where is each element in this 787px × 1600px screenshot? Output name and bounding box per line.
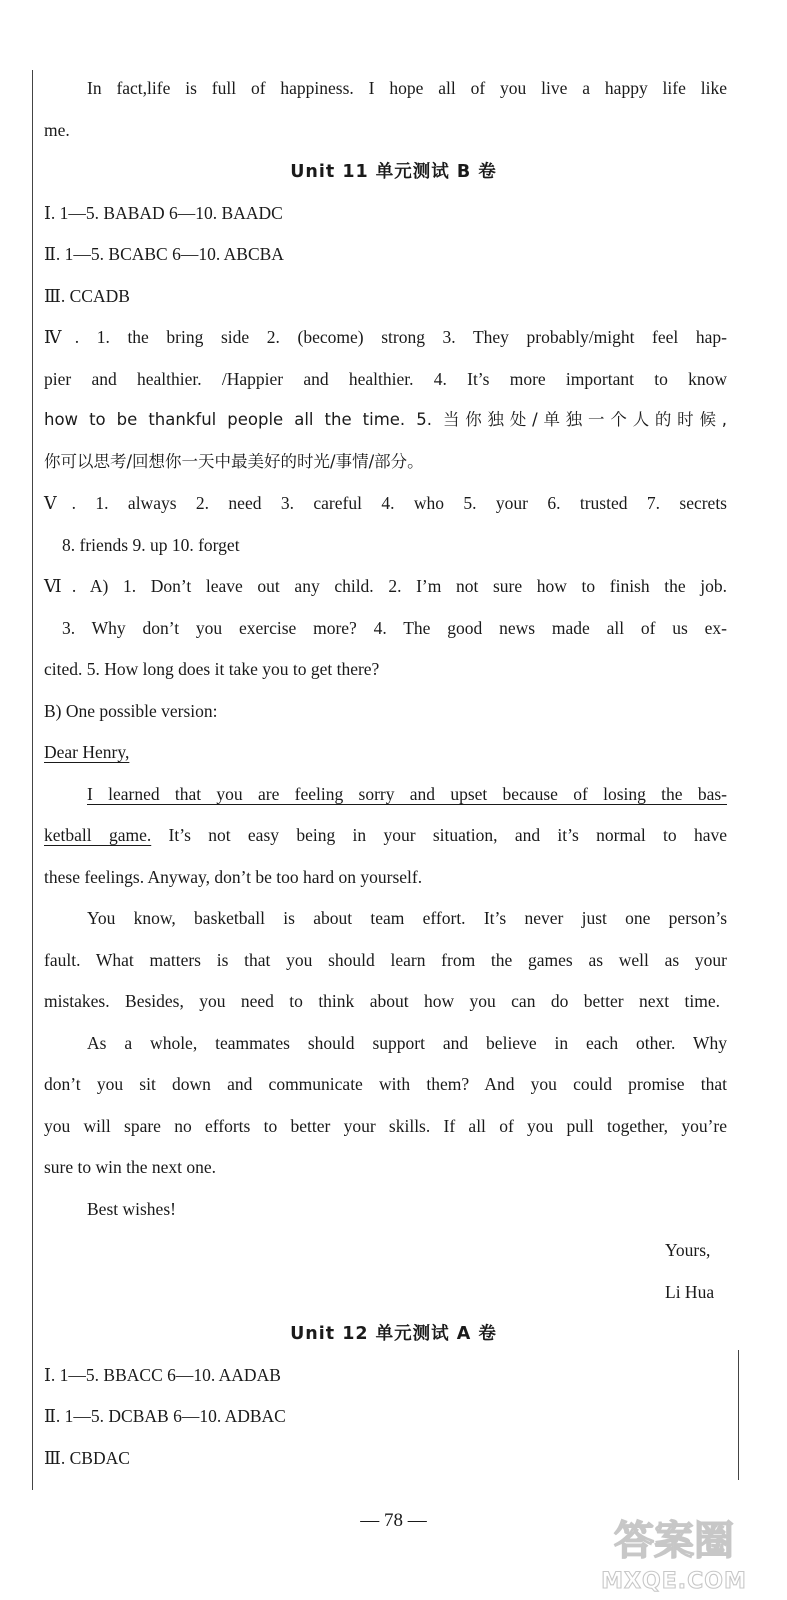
left-margin-rule	[32, 70, 33, 1490]
unit11-section-5-line-2: 8. friends 9. up 10. forget	[62, 535, 240, 555]
letter-greeting: Dear Henry,	[44, 742, 130, 762]
letter-p1-line-3: these feelings. Anyway, don’t be too hard on yourself.	[44, 867, 423, 887]
unit11-section-2: Ⅱ. 1—5. BCABC 6—10. ABCBA	[44, 244, 284, 264]
letter-p3-line-1: As a whole, teammates should support and believe in each other. Why	[87, 1033, 727, 1053]
letter-p3-line-2: don’t you sit down and communicate with them? And you could promise that	[44, 1074, 727, 1094]
letter-p3-line-3: you will spare no efforts to better your skills. If all of you pull together, you’re	[44, 1116, 727, 1136]
intro-line-1: In fact,life is full of happiness. I hope all of you live a happy life like	[87, 78, 727, 98]
letter-p2-line-3: mistakes. Besides, you need to think about how you can do better next time.	[44, 991, 720, 1011]
unit11-section-5-line-1: Ⅴ. 1. always 2. need 3. careful 4. who 5. your 6. trusted 7. secrets	[44, 493, 727, 513]
letter-signature: Li Hua	[665, 1282, 715, 1302]
letter-p1-rest: It’s not easy being in your situation, and it’s normal to have	[151, 825, 727, 845]
unit11-section-6-line-4: B) One possible version:	[44, 701, 218, 721]
watermark-small-text: MXQE.COM	[601, 1569, 747, 1594]
intro-line-2: me.	[44, 120, 70, 140]
right-margin-rule	[738, 1350, 739, 1480]
unit11-section-4-line-4: 你可以思考/回想你一天中最美好的时光/事情/部分。	[44, 452, 424, 471]
unit11-section-3: Ⅲ. CCADB	[44, 286, 130, 306]
letter-p1-underlined: ketball game.	[44, 825, 152, 845]
page-number: — 78 —	[360, 1510, 427, 1531]
unit11-section-4-line-2: pier and healthier. /Happier and healthier. 4. It’s more important to know	[44, 369, 727, 389]
letter-closing: Best wishes!	[87, 1199, 176, 1219]
letter-signoff: Yours,	[665, 1240, 711, 1260]
unit12-section-1: Ⅰ. 1—5. BBACC 6—10. AADAB	[44, 1365, 281, 1385]
unit11-heading: Unit 11 单元测试 B 卷	[290, 162, 497, 182]
letter-p1-line-1: I learned that you are feeling sorry and upset because of losing the bas-	[87, 784, 727, 804]
letter-p2-line-1: You know, basketball is about team effort. It’s never just one person’s	[87, 908, 727, 928]
unit11-section-6-line-1: Ⅵ. A) 1. Don’t leave out any child. 2. I’m not sure how to finish the job.	[44, 576, 727, 596]
letter-p2-line-2: fault. What matters is that you should learn from the games as well as your	[44, 950, 727, 970]
unit11-section-4-line-1: Ⅳ. 1. the bring side 2. (become) strong 3. They probably/might feel hap-	[44, 327, 727, 347]
unit11-section-1: Ⅰ. 1—5. BABAD 6—10. BAADC	[44, 203, 283, 223]
unit11-section-6-line-3: cited. 5. How long does it take you to get there?	[44, 659, 380, 679]
watermark-big-text: 答案圈	[614, 1518, 734, 1564]
unit12-section-3: Ⅲ. CBDAC	[44, 1448, 130, 1468]
unit11-section-6-line-2: 3. Why don’t you exercise more? 4. The good news made all of us ex-	[62, 618, 727, 638]
unit12-heading: Unit 12 单元测试 A 卷	[290, 1324, 497, 1344]
letter-p3-line-4: sure to win the next one.	[44, 1157, 217, 1177]
letter-p1-line-2	[44, 824, 727, 846]
unit12-section-2: Ⅱ. 1—5. DCBAB 6—10. ADBAC	[44, 1406, 286, 1426]
unit11-section-4-line-3: how to be thankful people all the time. 5. 当你独处/单独一个人的时候,	[44, 410, 727, 429]
